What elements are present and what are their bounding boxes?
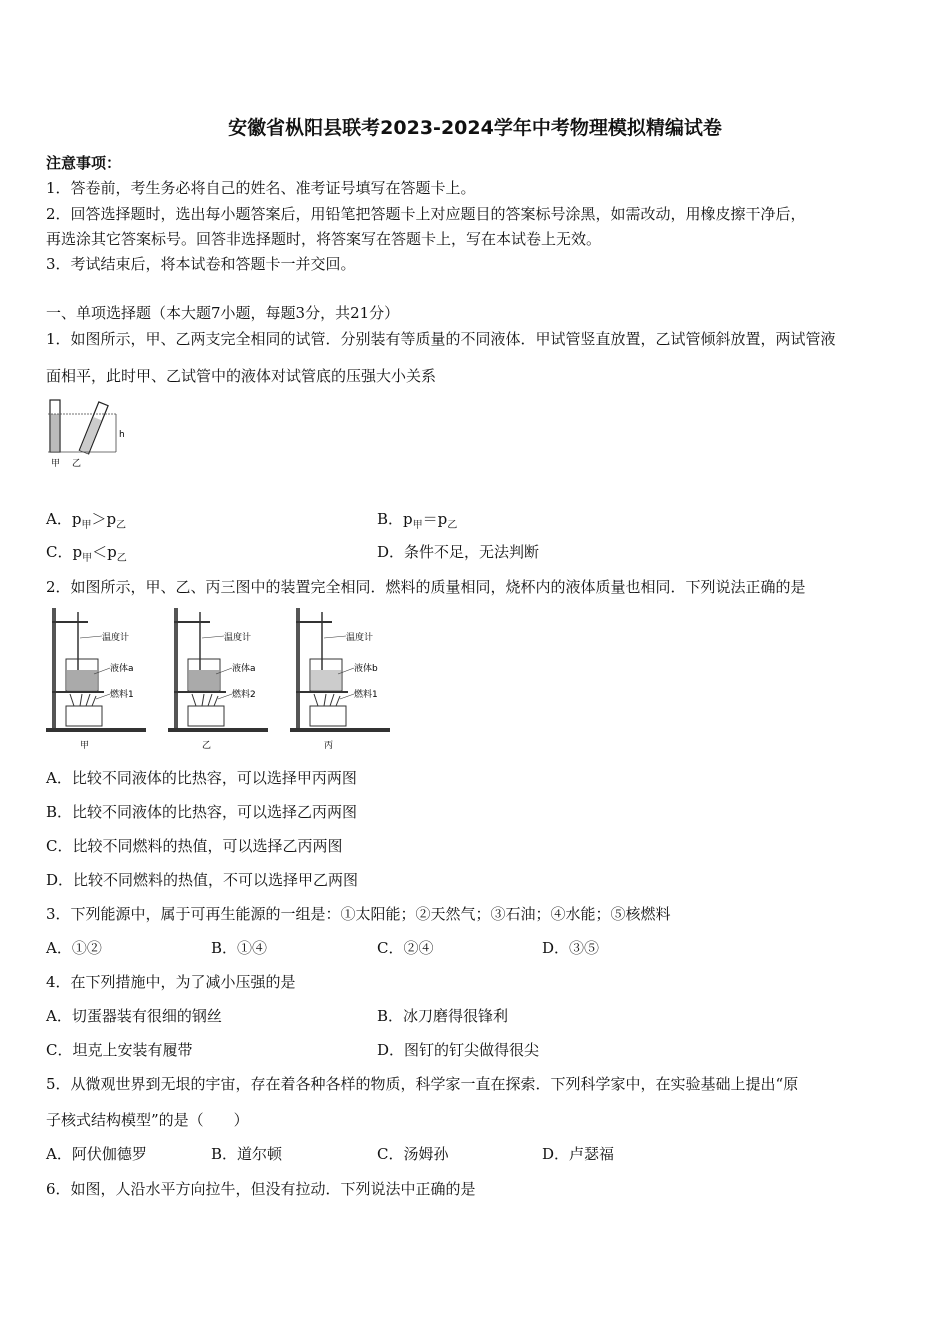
svg-text:丙: 丙 <box>324 741 334 751</box>
q1-option-d[interactable]: D．条件不足，无法判断 <box>377 543 540 561</box>
svg-text:温度计: 温度计 <box>346 633 374 643</box>
notice-item: 再选涂其它答案标号。回答非选择题时，将答案写在答题卡上，写在本试卷上无效。 <box>46 230 602 248</box>
q2-option-c[interactable]: C．比较不同燃料的热值，可以选择乙丙两图 <box>46 837 343 855</box>
q5-option-c[interactable]: C．汤姆孙 <box>377 1145 449 1163</box>
tube-yi <box>79 402 108 454</box>
svg-text:燃料1: 燃料1 <box>354 690 378 700</box>
svg-text:温度计: 温度计 <box>102 633 130 643</box>
svg-text:液体a: 液体a <box>110 664 134 674</box>
q5-stem: 子核式结构模型”的是（ ） <box>46 1111 249 1129</box>
q2-stem: 2．如图所示，甲、乙、丙三图中的装置完全相同．燃料的质量相同，烧杯内的液体质量也相同．下列说法正确的是 <box>46 578 806 596</box>
notice-item: 1．答卷前，考生务必将自己的姓名、准考证号填写在答题卡上。 <box>46 179 476 197</box>
q1-option-b[interactable]: B．$p_甲=p_乙$ <box>377 510 458 531</box>
notice-item: 2．回答选择题时，选出每小题答案后，用铅笔把答题卡上对应题目的答案标号涂黑，如需改动，用橡皮擦干净后， <box>46 205 806 223</box>
q5-stem: 5．从微观世界到无垠的宇宙，存在着各种各样的物质，科学家一直在探索．下列科学家中，在实验基础上提出“原 <box>46 1075 799 1093</box>
q2-figure-jia <box>44 604 154 754</box>
q1-stem: 面相平，此时甲、乙试管中的液体对试管底的压强大小关系 <box>46 367 437 385</box>
q3-option-a[interactable]: A．①② <box>46 939 102 957</box>
page-title: 安徽省枞阳县联考2023-2024学年中考物理模拟精编试卷 <box>228 117 722 139</box>
svg-text:液体a: 液体a <box>232 664 256 674</box>
q2-option-d[interactable]: D．比较不同燃料的热值，不可以选择甲乙两图 <box>46 871 359 889</box>
q4-stem: 4．在下列措施中，为了减小压强的是 <box>46 973 296 991</box>
q1-test-tube-figure <box>44 398 124 470</box>
label-jia: 甲 <box>51 459 61 469</box>
q1-stem: 1．如图所示，甲、乙两支完全相同的试管．分别装有等质量的不同液体．甲试管竖直放置，乙试管倾斜放置，两试管液 <box>46 330 836 348</box>
q3-stem: 3．下列能源中，属于可再生能源的一组是：①太阳能；②天然气；③石油；④水能；⑤核燃料 <box>46 905 671 923</box>
q3-option-d[interactable]: D．③⑤ <box>542 939 600 957</box>
q2-figure-bing <box>288 604 398 754</box>
section-heading: 一、单项选择题（本大题7小题，每题3分，共21分） <box>46 304 400 322</box>
q5-option-b[interactable]: B．道尔顿 <box>211 1145 283 1163</box>
q1-option-a[interactable]: A．$p_甲>p_乙$ <box>46 510 127 531</box>
notice-heading: 注意事项： <box>46 154 122 172</box>
q4-option-b[interactable]: B．冰刀磨得很锋利 <box>377 1007 509 1025</box>
q3-option-c[interactable]: C．②④ <box>377 939 434 957</box>
notice-item: 3．考试结束后，将本试卷和答题卡一并交回。 <box>46 255 356 273</box>
svg-text:乙: 乙 <box>202 741 212 751</box>
q2-figure-yi <box>166 604 276 754</box>
liquid-jia <box>51 414 60 452</box>
q2-option-b[interactable]: B．比较不同液体的比热容，可以选择乙丙两图 <box>46 803 358 821</box>
svg-text:甲: 甲 <box>80 741 90 751</box>
h-label: h <box>119 430 125 440</box>
q3-option-b[interactable]: B．①④ <box>211 939 268 957</box>
q6-stem: 6．如图，人沿水平方向拉牛，但没有拉动．下列说法中正确的是 <box>46 1180 476 1198</box>
svg-text:液体b: 液体b <box>354 664 378 674</box>
q5-option-d[interactable]: D．卢瑟福 <box>542 1145 615 1163</box>
svg-text:燃料1: 燃料1 <box>110 690 134 700</box>
svg-text:温度计: 温度计 <box>224 633 252 643</box>
q4-option-d[interactable]: D．图钉的钉尖做得很尖 <box>377 1041 540 1059</box>
svg-text:燃料2: 燃料2 <box>232 690 256 700</box>
q2-option-a[interactable]: A．比较不同液体的比热容，可以选择甲丙两图 <box>46 769 357 787</box>
q4-option-c[interactable]: C．坦克上安装有履带 <box>46 1041 193 1059</box>
q5-option-a[interactable]: A．阿伏伽德罗 <box>46 1145 147 1163</box>
label-yi: 乙 <box>72 459 82 469</box>
q1-option-c[interactable]: C．$p_甲<p_乙$ <box>46 543 127 564</box>
q4-option-a[interactable]: A．切蛋器装有很细的钢丝 <box>46 1007 222 1025</box>
